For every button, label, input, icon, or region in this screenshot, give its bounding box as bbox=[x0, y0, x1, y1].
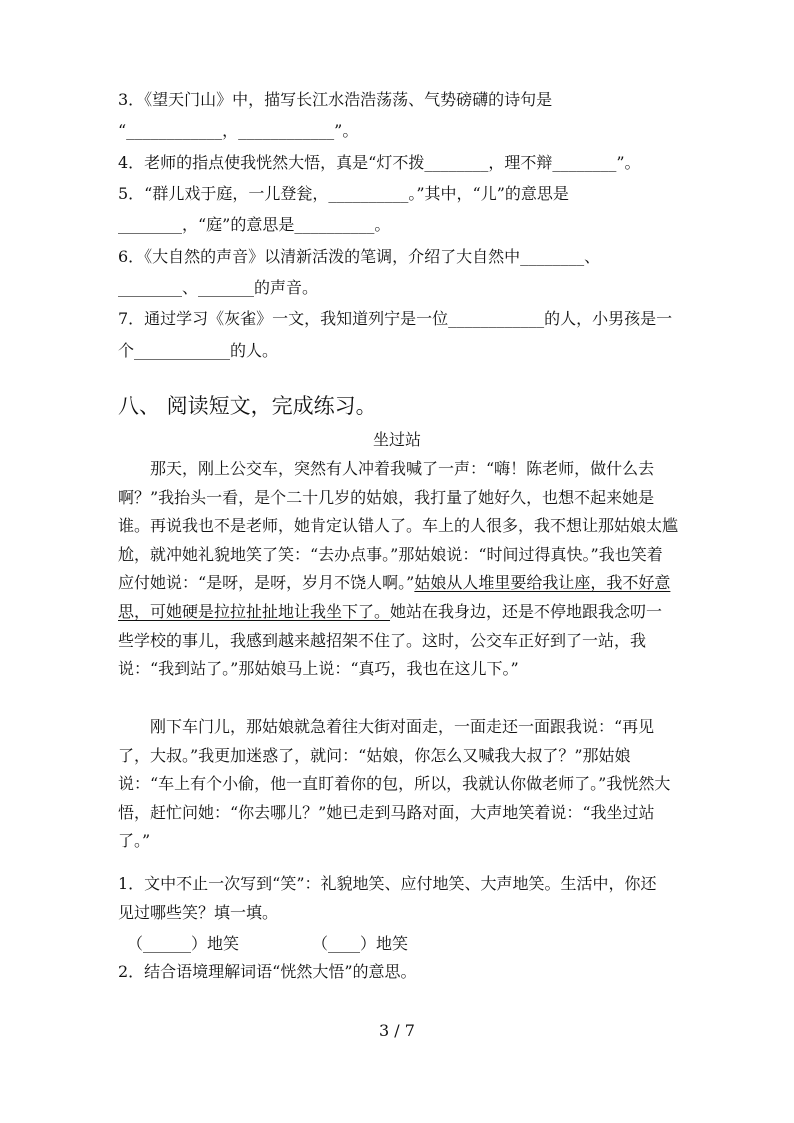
reading-question-1-line-2: 见过哪些笑？填一填。 bbox=[118, 903, 279, 922]
question-3-line-2: “____________，____________”。 bbox=[118, 121, 359, 140]
question-6-line-1: 6．《大自然的声音》以清新活泼的笔调，介绍了大自然中________、 bbox=[118, 247, 601, 266]
story-paragraph-1 bbox=[118, 455, 678, 684]
underlined-sentence: 姑娘从人堆里要给我让座，我不好意思，可她硬是拉拉扯扯地让我坐下了。 bbox=[118, 573, 671, 621]
reading-question-1-line-1: 1．文中不止一次写到“笑”：礼貌地笑、应付地笑、大声地笑。生活中，你还 bbox=[118, 874, 657, 893]
reading-question-2: 2．结合语境理解词语“恍然大悟”的意思。 bbox=[118, 962, 417, 981]
question-7-line-1: 7．通过学习《灰雀》一文，我知道列宁是一位____________的人，小男孩是一 bbox=[118, 309, 673, 328]
paragraph-1-text-start: 那天，刚上公交车，突然有人冲着我喊了一声：“嗨！陈老师，做什么去啊？”我抬头一看，是个二十几岁的姑娘，我打量了她好久，也想不起来她是谁。再说我也不是老师，她肯定认错人了。车上的人很多，我不想让那姑娘太尴尬，就冲她礼貌地笑了笑：“去办点事。”那姑娘说：“时间过得真快。”我也笑着应付她说：“是呀，是呀，岁月不饶人啊。” bbox=[118, 459, 679, 593]
story-title: 坐过站 bbox=[372, 430, 421, 449]
section-8-heading: 八、 阅读短文，完成练习。 bbox=[118, 394, 377, 418]
answer-blank-1: （______）地笑 bbox=[127, 934, 240, 953]
question-5-line-1: 5．“群儿戏于庭，一儿登瓮，__________。”其中，“儿”的意思是 bbox=[118, 184, 569, 203]
question-6-line-2: ________、_______的声音。 bbox=[118, 278, 319, 297]
page-number: 3 / 7 bbox=[379, 1021, 415, 1040]
question-5-line-2: ________，“庭”的意思是__________。 bbox=[118, 215, 391, 234]
paragraph-1-text-end: 她站在我身边，还是不停地跟我念叨一些学校的事儿，我感到越来越招架不住了。这时，公交车正好到了一站，我说：“我到站了。”那姑娘马上说：“真巧，我也在这儿下。” bbox=[118, 601, 663, 679]
story-paragraph-2: 刚下车门儿，那姑娘就急着往大街对面走，一面走还一面跟我说：“再见了，大叔。”我更加迷惑了，就问：“姑娘，你怎么又喊我大叔了？”那姑娘说：“车上有个小偷，他一直盯着你的包，所以，我就认你做老师了。”我恍然大悟，赶忙问她：“你去哪儿？”她已走到马路对面，大声地笑着说：“我坐过站了。” bbox=[118, 717, 671, 851]
answer-blank-2: （____）地笑 bbox=[312, 934, 409, 953]
question-4: 4．老师的指点使我恍然大悟，真是“灯不拨________，理不辩________”。 bbox=[118, 153, 641, 172]
question-7-line-2: 个____________的人。 bbox=[118, 341, 279, 360]
question-3-line-1: 3．《望天门山》中，描写长江水浩浩荡荡、气势磅礴的诗句是 bbox=[118, 90, 553, 109]
